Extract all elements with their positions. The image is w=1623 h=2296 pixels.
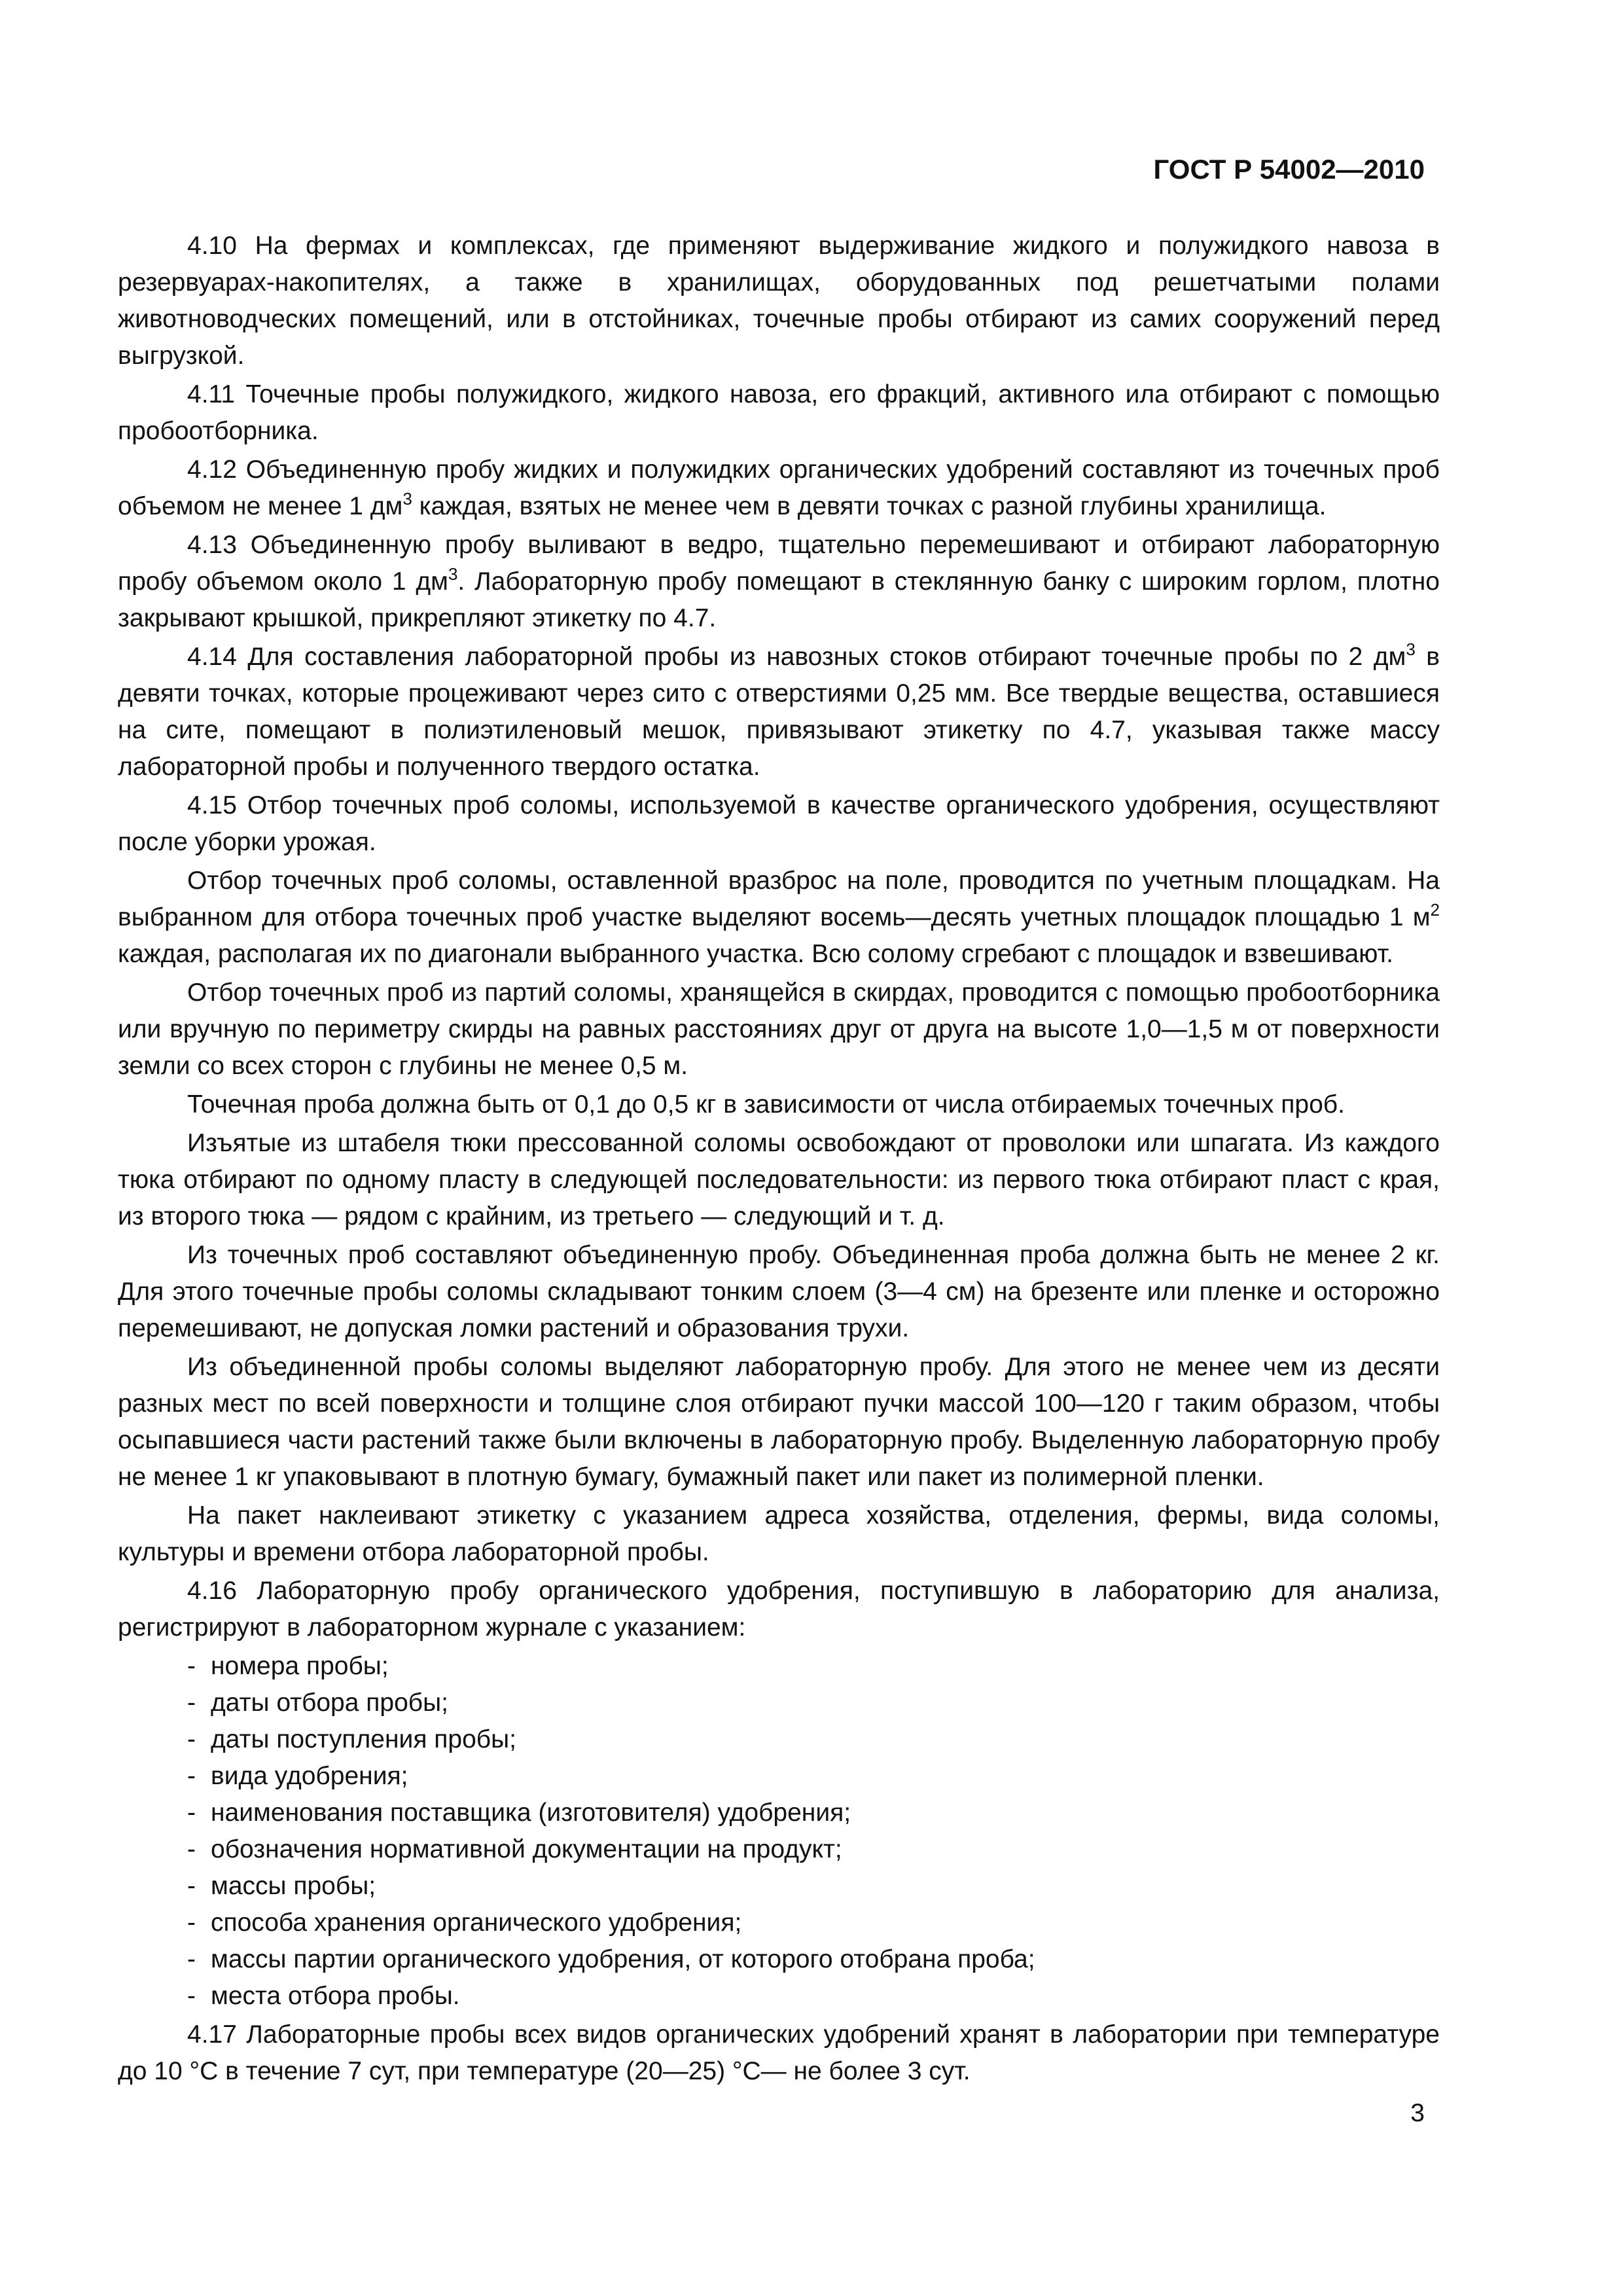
list-item <box>118 1868 1440 1905</box>
paragraph-text: . Лабораторную пробу помещают в стеклянную банку с широким горлом, плотно закрывают крышкой, прикрепляют этикетку по 4.7. <box>118 567 1440 632</box>
list-dash: - <box>187 1689 196 1717</box>
paragraph-4-10: 4.10 На фермах и комплексах, где применяют выдерживание жидкого и полужидкого навоза в резервуарах-накопителях, а также в хранилищах, оборудованных под решетчатыми полами животноводческих помещений, или в отстойниках, точечные пробы отбирают из самих сооружений перед выгрузкой. <box>118 232 1440 370</box>
superscript: 3 <box>402 489 412 509</box>
paragraph-4-13 <box>118 527 1440 637</box>
list-dash: - <box>187 1762 196 1790</box>
paragraph-4-15-stacks: Отбор точечных проб из партий соломы, хранящейся в скирдах, проводится с помощью пробоотборника или вручную по периметру скирды на равных расстояниях друг от друга на высоте 1,0—1,5 м от поверхности земли со всех сторон с глубины не менее 0,5 м. <box>118 978 1440 1080</box>
paragraph-4-16: 4.16 Лабораторную пробу органического удобрения, поступившую в лабораторию для анализа, регистрируют в лабораторном журнале с указанием: <box>118 1577 1440 1641</box>
paragraph-text: 4.12 Объединенную пробу жидких и полужидких органических удобрений составляют из точечных проб объемом не менее 1 дм <box>118 456 1440 520</box>
paragraph-text: каждая, располагая их по диагонали выбранного участка. Всю солому сгребают с площадок и взвешивают. <box>118 940 1393 968</box>
document-id-header: ГОСТ Р 54002—2010 <box>1153 154 1425 185</box>
paragraph-4-14 <box>118 639 1440 785</box>
superscript: 3 <box>1406 639 1416 659</box>
list-dash: - <box>187 1652 196 1680</box>
paragraph-text: 4.13 Объединенную пробу выливают в ведро, тщательно перемешивают и отбирают лабораторную пробу объемом около 1 дм <box>118 531 1440 596</box>
paragraph-4-15-label: На пакет наклеивают этикетку с указанием адреса хозяйства, отделения, фермы, вида соломы, культуры и времени отбора лабораторной пробы. <box>118 1501 1440 1566</box>
list-item <box>118 1978 1440 2015</box>
list-dash: - <box>187 1835 196 1863</box>
paragraph-4-15-lab-sample: Из объединенной пробы соломы выделяют лабораторную пробу. Для этого не менее чем из десяти разных мест по всей поверхности и толщине слоя отбирают пучки массой 100—120 г таким образом, чтобы осыпавшиеся части растений также были включены в лабораторную пробу. Выделенную лабораторную пробу не менее 1 кг упаковывают в плотную бумагу, бумажный пакет или пакет из полимерной пленки. <box>118 1353 1440 1491</box>
list-dash: - <box>187 1799 196 1827</box>
paragraph-4-15-combined: Из точечных проб составляют объединенную пробу. Объединенная проба должна быть не менее 2 кг. Для этого точечные пробы соломы складывают тонким слоем (3—4 см) на брезенте или пленке и осторожно перемешивают, не допуская ломки растений и образования трухи. <box>118 1241 1440 1342</box>
paragraph-4-17: 4.17 Лабораторные пробы всех видов органических удобрений хранят в лаборатории при температуре до 10 °С в течение 7 сут, при температуре (20—25) °С— не более 3 сут. <box>118 2020 1440 2085</box>
list-item <box>118 1721 1440 1758</box>
paragraph-text: 4.14 Для составления лабораторной пробы из навозных стоков отбирают точечные пробы по 2 дм <box>187 643 1406 671</box>
list-item-text: наименования поставщика (изготовителя) удобрения; <box>211 1799 851 1827</box>
list-item-text: номера пробы; <box>211 1652 389 1680</box>
list-dash: - <box>187 1872 196 1900</box>
list-item-text: массы пробы; <box>211 1872 376 1900</box>
list-item-text: способа хранения органического удобрения; <box>211 1909 742 1937</box>
list-item <box>118 1795 1440 1831</box>
paragraph-4-15-plots <box>118 863 1440 973</box>
paragraph-4-12 <box>118 452 1440 525</box>
registration-list <box>118 1648 1440 2015</box>
list-item <box>118 1648 1440 1685</box>
list-item-text: даты поступления пробы; <box>211 1725 516 1753</box>
list-item <box>118 1905 1440 1941</box>
list-item-text: обозначения нормативной документации на продукт; <box>211 1835 842 1863</box>
list-dash: - <box>187 1725 196 1753</box>
list-dash: - <box>187 1909 196 1937</box>
list-dash: - <box>187 1945 196 1973</box>
paragraph-text: каждая, взятых не менее чем в девяти точках с разной глубины хранилища. <box>412 492 1327 520</box>
paragraph-text: Отбор точечных проб соломы, оставленной вразброс на поле, проводится по учетным площадкам. На выбранном для отбора точечных проб участке выделяют восемь—десять учетных площадок площадью 1 м <box>118 867 1440 931</box>
paragraph-4-15-bales: Изъятые из штабеля тюки прессованной соломы освобождают от проволоки или шпагата. Из каждого тюка отбирают по одному пласту в следующей последовательности: из первого тюка отбирают пласт с края, из второго тюка — рядом с крайним, из третьего — следующий и т. д. <box>118 1129 1440 1230</box>
paragraph-text: в девяти точках, которые процеживают через сито с отверстиями 0,25 мм. Все твердые вещества, оставшиеся на сите, помещают в полиэтиленовый мешок, привязывают этикетку по 4.7, указывая также массу лабораторной пробы и полученного твердого остатка. <box>118 643 1440 781</box>
superscript: 2 <box>1430 900 1440 920</box>
list-item-text: даты отбора пробы; <box>211 1689 448 1717</box>
list-item-text: вида удобрения; <box>211 1762 408 1790</box>
list-dash: - <box>187 1982 196 2010</box>
paragraph-4-15: 4.15 Отбор точечных проб соломы, используемой в качестве органического удобрения, осуществляют после уборки урожая. <box>118 791 1440 856</box>
superscript: 3 <box>448 564 458 584</box>
paragraph-4-15-mass: Точечная проба должна быть от 0,1 до 0,5 кг в зависимости от числа отбираемых точечных проб. <box>187 1090 1345 1119</box>
list-item-text: массы партии органического удобрения, от которого отобрана проба; <box>211 1945 1035 1973</box>
paragraph-4-11: 4.11 Точечные пробы полужидкого, жидкого навоза, его фракций, активного ила отбирают с помощью пробоотборника. <box>118 380 1440 445</box>
list-item <box>118 1758 1440 1795</box>
document-body <box>118 228 1440 2092</box>
list-item-text: места отбора пробы. <box>211 1982 460 2010</box>
list-item <box>118 1685 1440 1721</box>
page-number: 3 <box>1410 2099 1425 2127</box>
list-item <box>118 1941 1440 1978</box>
list-item <box>118 1831 1440 1868</box>
